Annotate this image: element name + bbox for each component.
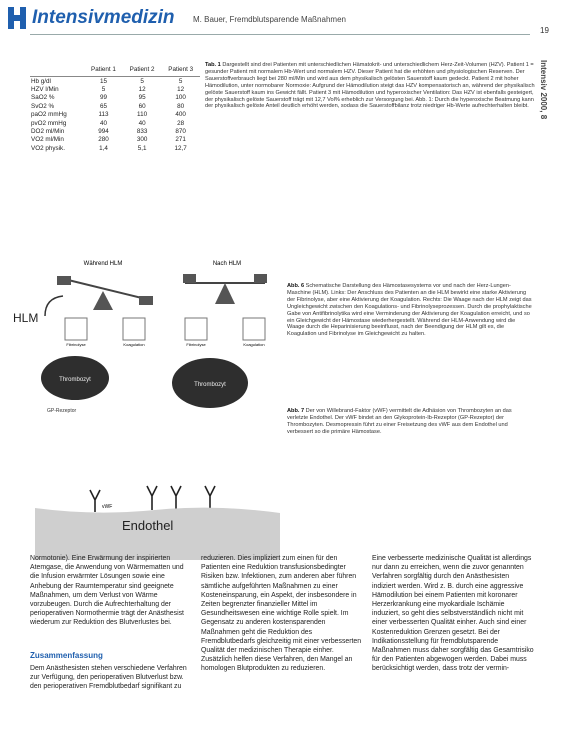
table-cell: 110 [137,111,148,119]
table-cell: 100 [175,94,186,102]
tab1-caption [205,62,535,110]
table-header-cell [30,66,84,77]
table-row [30,136,200,144]
weight-block [139,296,153,305]
table-header-cell: Patient 2 [123,66,162,77]
table-cell: 300 [136,136,148,144]
figure-title-after: Nach HLM [212,261,242,267]
thrombocyte-label: Thrombozyt [59,377,91,383]
abb7-label: Abb. 7 [287,408,305,414]
bin-label: Koagulation [243,342,265,347]
table-row [30,119,200,127]
table-cell: 28 [177,119,185,127]
body-column-2: reduzieren. Dies impliziert zum einen für den Patienten eine Reduktion transfusionsbedingter Risiken bzw. Infektionen, zum anderen aber führen sämtliche aufgeführten Maßnahmen zu einer Kosteneinsparung, ein Aspekt, der insbesondere in Zeiten begrenzter finanzieller Mittel im Gesundheitswesen eine wichtige Rolle spielt. Im Gegensatz zu anderen kostensparenden Maßnahmen geht die Reduktion des Fremdblutbedarfs gleichzeitig mit einer verbesserten Qualität der medizinischen Therapie einher. Zusätzlich helfen diese Verfahren, den Mangel an homologen Blutprodukten zu reduzieren. [201,555,362,673]
bin-label: Fibrinolyse [186,342,206,347]
table-row [30,111,200,119]
weight-block [57,276,71,285]
row-label: DO2 ml/Min [31,127,65,135]
body-column-3: Eine verbesserte medizinische Qualität ist allerdings nur dann zu erreichen, wenn die zuvor genannten Verfahren sorgfältig durch den Anästhesisten indiziert werden. Wird z. B. durch eine aggressive Hämodilution bei einem Patienten mit koronarer Herzerkrankung eine myokardiale Ischämie induziert, so geht dies selbstverständlich nicht mit einer verbesserten Qualität einher. Auch sind einer Kostenreduktion Grenzen gesetzt. Bei der Indikationsstellung für fremdblutsparende Maßnahmen muss daher sorgfältig das Gesamtrisiko für den Patienten abgewogen werden. Dabei muss berücksichtigt werden, dass trotz der vermin- [372,555,534,673]
table-row [30,85,200,93]
endothel-label: Endothel [122,518,174,533]
table-cell: 12 [177,86,185,94]
table-cell: 12,7 [174,144,187,152]
logo-icon [8,7,26,29]
body-column-1a: Normotonie). Eine Erwärmung der inspirierten Atemgase, die Anwendung von Wärmematten und die Infusion erwärmter Lösungen sowie eine Anhebung der Raumtemperatur sind geeignete Maßnahmen, um dem Verlust von Wärme vorzubeugen. Durch die Aufrechterhaltung der perioperativen Normothermie trägt der Anästhesist wiederum zur Reduktion des Blutverlustes bei. [30,555,184,627]
hlm-arrow [45,296,63,316]
tab1-text: Dargestellt sind drei Patienten mit unterschiedlichen Hämatokrit- und unterschiedlichem Herz-Zeit-Volumen (HZV). Patient 1 = gesunder Patient mit normalem Hb-Wert und normalem HZV. Dieser Patient hat die erhöhten und physiologischen Reserven. Der Sauerstoffverbrauch liegt bei 280 ml/Min und wird aus dem physikalisch gelösten Sauerstoff kaum gedeckt. Patient 2 mit hoher Hämodilution, unter normobarer Normoxie: Aufgrund der Hämodilution steigt das HZV kompensatorisch an, während der physikalisch gelöste Sauerstoff kaum ins Gewicht fällt. Patient 3 mit Hämodilution und hyperoxischer Ventilation: Das HZV ist ebenfalls gesteigert, der physikalisch gelöste Sauerstoff trägt mit 12,7 Vol% erheblich zur Versorgung bei. Abb. 1: Durch die hyperoxische Beatmung kann der physikalisch gelöste Anteil deutlich erhöht werden, sodass die Sauerstoffbilanz trotz niedriger Hb-Werte aufrechterhalten bleibt. [205,62,535,110]
journal-brand: Intensivmedizin [32,7,175,28]
table-cell: 400 [175,111,186,119]
table-row [30,127,200,135]
table-cell: 5 [178,77,183,85]
page-number: 19 [540,26,549,35]
figure-title-during: Während HLM [83,261,123,267]
table-row [30,102,200,110]
abb6-caption [287,283,533,338]
abb6-text: Schematische Darstellung des Hämostasesystems vor und nach der Herz-Lungen-Maschine (HLM). Links: Der Anschluss des Patienten an die HLM bewirkt eine starke Aktivierung der Fibrinolyse, aber eine Aktivierung der Koagulation. Rechts: Die Waage nach der HLM zeigt das Ungleichgewicht zwischen den Koagulations- und Fibrinolyseprozessen. Durch die prophylaktische Gabe von Antifibrinolytika wird eine Verminderung der Aktivierung der Koagulation erreicht, und so ein Gleichgewicht der Hämostase wiederhergestellt. Während der HLM-Anwendung wird die Waage durch die Heparinisierung beeinflusst, nach der Beendigung der HLM gilt es, die Koagulation und Fibrinolyse im Gleichgewicht zu halten. [287,283,532,338]
table-cell: 5 [140,77,144,85]
table-cell: 65 [99,102,107,110]
thrombocyte-label: Thrombozyt [194,382,226,388]
endothel-layer [35,508,280,560]
weight-block [183,274,196,283]
hlm-label: HLM [13,311,39,325]
left-scale [57,276,153,310]
table-cell: 994 [98,127,109,135]
abb6-label: Abb. 6 [287,283,305,289]
right-scale [183,274,267,304]
table-cell: 271 [175,136,186,144]
abb7-text: Der von Willebrand-Faktor (vWF) vermittelt die Adhäsion von Thrombozyten an das verletzte Endothel. Der vWF bindet an den Glykoprotein-Ib-Rezeptor (GP-Rezeptor) der Thrombozyten. Desmopressin führt zu einer Freisetzung des vWF aus dem Endothel und verbessert so die primäre Hämostase. [287,408,512,435]
abb7-caption [287,408,533,436]
row-label: paO2 mmHg [31,111,67,119]
tab1-label: Tab. 1 [205,62,221,68]
table-cell: 40 [99,119,107,127]
header-rule [30,34,530,35]
table-cell: 5 [101,86,106,94]
row-label: VO2 physik. [31,144,65,152]
bin-label: Fibrinolyse [66,342,86,347]
running-header: M. Bauer, Fremdblutsparende Maßnahmen [193,15,346,24]
row-label: Hb g/dl [31,77,51,85]
side-label: Intensiv 2000, 8 [539,60,548,120]
table-header-row [30,66,200,77]
body-column-1b: Dem Anästhesisten stehen verschiedene Verfahren zur Verfügung, den perioperativen Blutverlust bzw. den perioperativen Fremdblutbedarf signifikant zu [30,665,187,691]
table-cell: 5,1 [137,144,147,152]
patient-table [30,66,200,152]
table-cell: 870 [175,127,186,135]
table-header-cell: Patient 1 [84,66,123,77]
row-label: HZV l/Min [31,86,59,94]
table-cell: 80 [177,102,185,110]
table-row [30,144,200,152]
table-cell: 95 [138,94,146,102]
table-cell: 1,4 [99,144,108,152]
table-cell: 40 [138,119,146,127]
table-row [30,77,200,86]
table-header-cell: Patient 3 [161,66,200,77]
section-heading: Zusammenfassung [30,651,103,660]
table-cell: 280 [98,136,109,144]
bin-label: Koagulation [123,342,145,347]
table-cell: 15 [99,77,107,85]
table-cell: 99 [99,94,107,102]
table-cell: 113 [98,111,109,119]
table-cell: 12 [138,86,146,94]
row-label: VO2 ml/Min [31,136,64,144]
table-cell: 833 [136,127,148,135]
table-row [30,94,200,102]
row-label: SvO2 % [31,102,55,110]
vwf-label: vWF [102,504,113,510]
row-label: SaO2 % [31,94,55,102]
table-body [30,77,200,153]
table-cell: 60 [138,102,146,110]
weight-block [254,274,267,283]
receptor-label: GP-Rezeptor [47,408,77,414]
hemostasis-balance-figure [5,258,280,348]
row-label: pvO2 mmHg [31,119,67,127]
